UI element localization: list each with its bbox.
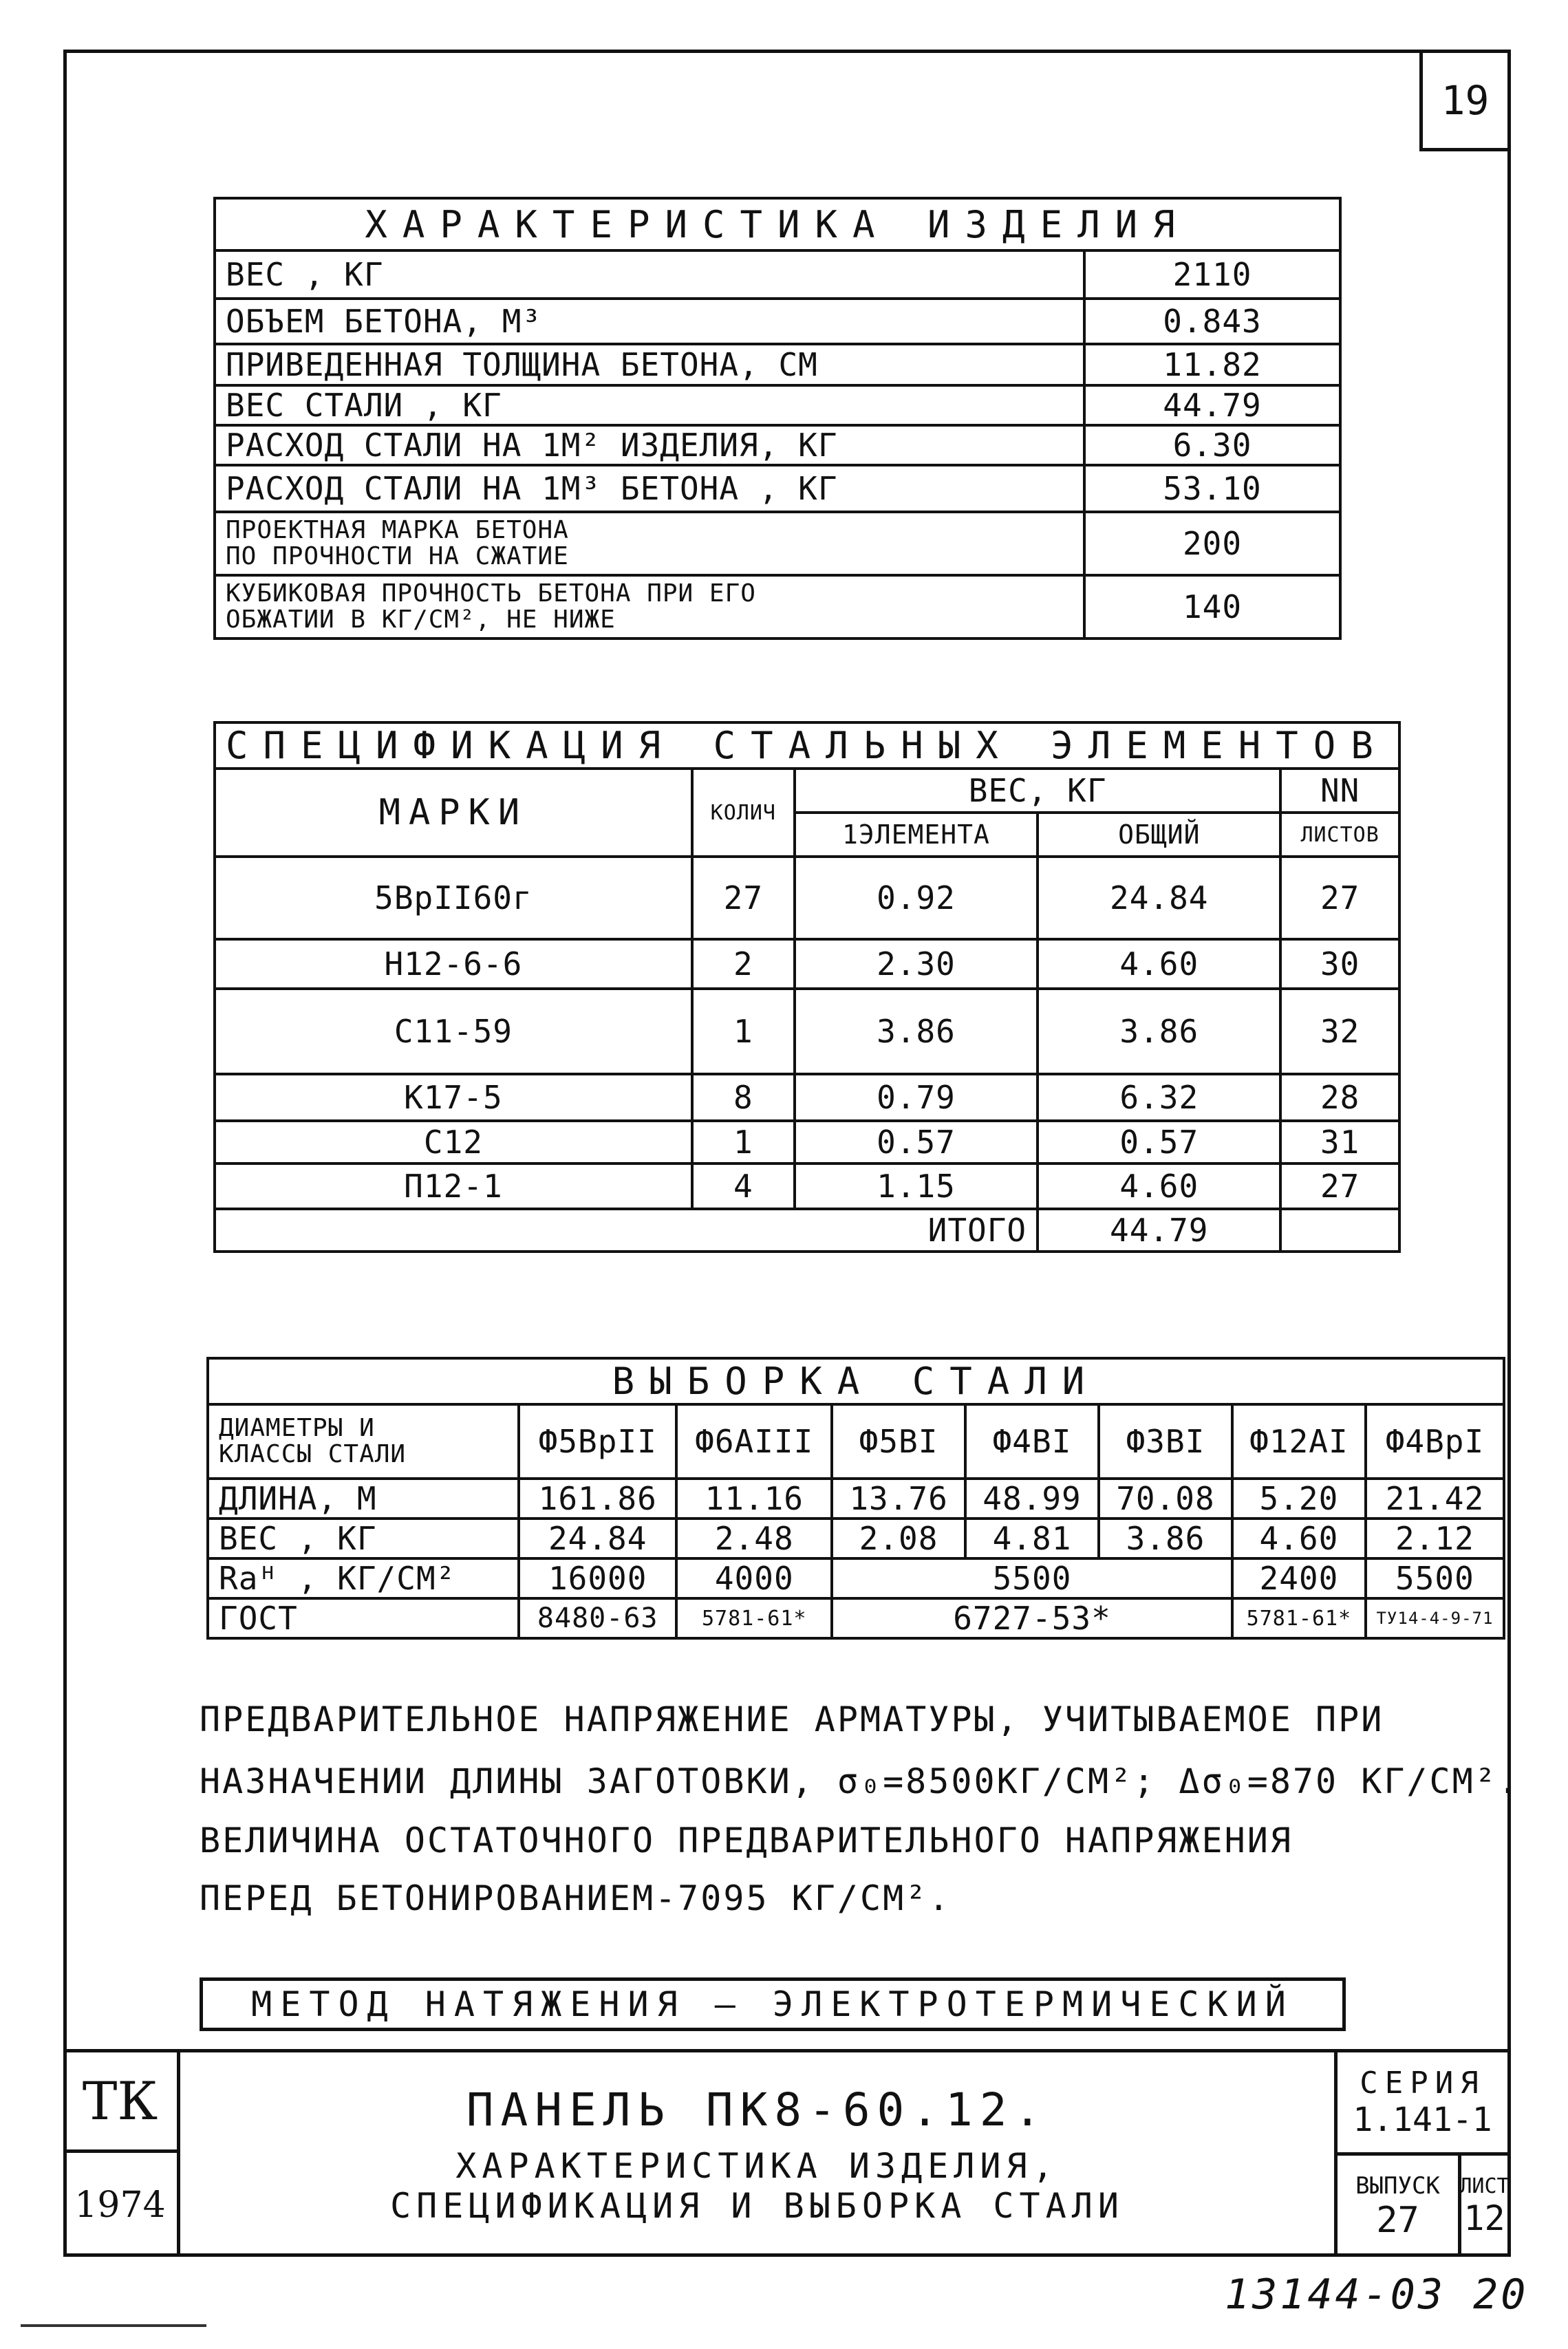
characteristics-table (213, 197, 1342, 640)
spec-col-weight: ВЕС, КГ (795, 769, 1281, 813)
steel-ra: 2400 (1232, 1558, 1366, 1598)
spec-one: 0.57 (795, 1121, 1038, 1163)
char-label: ВЕС СТАЛИ , КГ (215, 385, 1084, 425)
char-value: 200 (1084, 512, 1340, 575)
steel-ra: 5500 (832, 1558, 1232, 1598)
spec-qty: 4 (692, 1163, 795, 1209)
steel-weight: 24.84 (519, 1519, 676, 1558)
title-line-2: ХАРАКТЕРИСТИКА ИЗДЕЛИЯ, (455, 2146, 1059, 2186)
steel-length: 5.20 (1232, 1479, 1366, 1519)
title-block (63, 2049, 1511, 2257)
steel-weight: 2.12 (1366, 1519, 1504, 1558)
steel-title: ВЫБОРКА СТАЛИ (208, 1358, 1504, 1404)
steel-gost: 8480-63 (519, 1598, 676, 1638)
spec-sheet: 32 (1280, 989, 1399, 1074)
spec-one: 2.30 (795, 939, 1038, 989)
spec-sheet: 28 (1280, 1074, 1399, 1121)
issue-cell (1338, 2156, 1461, 2257)
spec-mark: П12-1 (215, 1163, 692, 1209)
spec-qty: 2 (692, 939, 795, 989)
steel-col: Ф5ВрII (519, 1404, 676, 1479)
steel-weight: 2.08 (832, 1519, 965, 1558)
steel-length-label: ДЛИНА, М (208, 1479, 519, 1519)
steel-weight-label: ВЕС , КГ (208, 1519, 519, 1558)
char-value: 0.843 (1084, 299, 1340, 344)
series-label: СЕРИЯ (1360, 2066, 1485, 2101)
steel-col: Ф12АI (1232, 1404, 1366, 1479)
series-value: 1.141-1 (1353, 2101, 1492, 2139)
spec-total: 4.60 (1038, 939, 1280, 989)
steel-col: Ф6АIII (676, 1404, 832, 1479)
page-number: 19 (1419, 50, 1511, 151)
sheet-value: 12 (1463, 2198, 1505, 2238)
spec-qty: 1 (692, 989, 795, 1074)
steel-ra-label: Rаᴴ , КГ/СМ² (208, 1558, 519, 1598)
char-value: 6.30 (1084, 425, 1340, 465)
char-label: ОБЪЕМ БЕТОНА, М³ (215, 299, 1084, 344)
char-label-multiline (215, 512, 1084, 575)
spec-total: 0.57 (1038, 1121, 1280, 1163)
issue-value: 27 (1376, 2199, 1419, 2241)
sheet-label: ЛИСТ (1459, 2174, 1510, 2198)
char-value: 11.82 (1084, 344, 1340, 385)
org-code: ТК (63, 2052, 180, 2153)
spec-one: 0.92 (795, 857, 1038, 939)
spec-mark: С12 (215, 1121, 692, 1163)
char-value: 140 (1084, 575, 1340, 639)
spec-qty: 1 (692, 1121, 795, 1163)
note-line: ПЕРЕД БЕТОНИРОВАНИЕМ-7095 КГ/СМ². (200, 1878, 952, 1918)
spec-total: 4.60 (1038, 1163, 1280, 1209)
steel-header-line: ДИАМЕТРЫ И (219, 1414, 375, 1443)
steel-length: 21.42 (1366, 1479, 1504, 1519)
steel-ra: 4000 (676, 1558, 832, 1598)
char-label-line: ПРОЕКТНАЯ МАРКА БЕТОНА (226, 516, 569, 545)
spec-col-sheets-2: ЛИСТОВ (1280, 813, 1399, 857)
spec-mark: 5ВрII60г (215, 857, 692, 939)
spec-col-marks: МАРКИ (215, 769, 692, 857)
steel-table (206, 1357, 1505, 1640)
steel-col: Ф3ВI (1099, 1404, 1232, 1479)
issue-label: ВЫПУСК (1355, 2171, 1440, 2200)
spec-qty: 8 (692, 1074, 795, 1121)
steel-gost: ТУ14-4-9-71 (1366, 1598, 1504, 1638)
spec-col-qty: КОЛИЧ (692, 769, 795, 857)
spec-qty: 27 (692, 857, 795, 939)
steel-col: Ф4ВI (965, 1404, 1099, 1479)
spec-sheet: 31 (1280, 1121, 1399, 1163)
spec-sheet: 27 (1280, 1163, 1399, 1209)
steel-gost: 6727-53* (832, 1598, 1232, 1638)
char-label-multiline (215, 575, 1084, 639)
char-value: 2110 (1084, 250, 1340, 299)
title-line-3: СПЕЦИФИКАЦИЯ И ВЫБОРКА СТАЛИ (390, 2186, 1124, 2226)
char-label-line: ОБЖАТИИ В КГ/СМ², НЕ НИЖЕ (226, 605, 616, 634)
spec-total-label: ИТОГО (215, 1209, 1038, 1252)
spec-one: 0.79 (795, 1074, 1038, 1121)
archive-stamp: 13144-03 20 (1225, 2271, 1529, 2319)
char-label: РАСХОД СТАЛИ НА 1М² ИЗДЕЛИЯ, КГ (215, 425, 1084, 465)
spec-total: 6.32 (1038, 1074, 1280, 1121)
spec-total-empty (1280, 1209, 1399, 1252)
spec-table (213, 721, 1401, 1253)
steel-length: 161.86 (519, 1479, 676, 1519)
edge-mark (21, 2324, 206, 2327)
series-cell (1338, 2052, 1507, 2156)
steel-gost: 5781-61* (676, 1598, 832, 1638)
spec-title: СПЕЦИФИКАЦИЯ СТАЛЬНЫХ ЭЛЕМЕНТОВ (215, 722, 1399, 769)
tension-method: МЕТОД НАТЯЖЕНИЯ — ЭЛЕКТРОТЕРМИЧЕСКИЙ (200, 1977, 1346, 2031)
year: 1974 (63, 2153, 180, 2257)
spec-sheet: 30 (1280, 939, 1399, 989)
characteristics-title: ХАРАКТЕРИСТИКА ИЗДЕЛИЯ (215, 198, 1340, 250)
steel-weight: 4.81 (965, 1519, 1099, 1558)
spec-sheet: 27 (1280, 857, 1399, 939)
spec-col-total: ОБЩИЙ (1038, 813, 1280, 857)
char-label: ВЕС , КГ (215, 250, 1084, 299)
steel-col: Ф5ВI (832, 1404, 965, 1479)
char-value: 53.10 (1084, 465, 1340, 512)
spec-one: 3.86 (795, 989, 1038, 1074)
steel-weight: 4.60 (1232, 1519, 1366, 1558)
note-line: ВЕЛИЧИНА ОСТАТОЧНОГО ПРЕДВАРИТЕЛЬНОГО НАПРЯЖЕНИЯ (200, 1821, 1293, 1860)
steel-length: 48.99 (965, 1479, 1099, 1519)
steel-header (208, 1404, 519, 1479)
drawing-title (180, 2052, 1338, 2257)
char-label-line: ПО ПРОЧНОСТИ НА СЖАТИЕ (226, 542, 569, 570)
steel-gost-label: ГОСТ (208, 1598, 519, 1638)
note-line: ПРЕДВАРИТЕЛЬНОЕ НАПРЯЖЕНИЕ АРМАТУРЫ, УЧИТЫВАЕМОЕ ПРИ (200, 1699, 1384, 1739)
char-value: 44.79 (1084, 385, 1340, 425)
spec-col-sheets: NN (1280, 769, 1399, 813)
spec-total: 24.84 (1038, 857, 1280, 939)
title-line-1: ПАНЕЛЬ ПК8-60.12. (466, 2083, 1049, 2136)
steel-weight: 3.86 (1099, 1519, 1232, 1558)
char-label-line: КУБИКОВАЯ ПРОЧНОСТЬ БЕТОНА ПРИ ЕГО (226, 579, 756, 608)
steel-weight: 2.48 (676, 1519, 832, 1558)
steel-length: 70.08 (1099, 1479, 1232, 1519)
steel-length: 13.76 (832, 1479, 965, 1519)
steel-length: 11.16 (676, 1479, 832, 1519)
steel-header-line: КЛАССЫ СТАЛИ (219, 1440, 407, 1468)
spec-one: 1.15 (795, 1163, 1038, 1209)
char-label: РАСХОД СТАЛИ НА 1М³ БЕТОНА , КГ (215, 465, 1084, 512)
spec-mark: Н12-6-6 (215, 939, 692, 989)
steel-ra: 5500 (1366, 1558, 1504, 1598)
spec-col-one: 1ЭЛЕМЕНТА (795, 813, 1038, 857)
spec-mark: С11-59 (215, 989, 692, 1074)
steel-ra: 16000 (519, 1558, 676, 1598)
spec-total: 3.86 (1038, 989, 1280, 1074)
note-line: НАЗНАЧЕНИИ ДЛИНЫ ЗАГОТОВКИ, σ₀=8500КГ/СМ²; Δσ₀=870 КГ/СМ². (200, 1761, 1521, 1801)
spec-mark: К17-5 (215, 1074, 692, 1121)
steel-col: Ф4ВрI (1366, 1404, 1504, 1479)
sheet-cell (1459, 2156, 1510, 2257)
steel-gost: 5781-61* (1232, 1598, 1366, 1638)
spec-total-value: 44.79 (1038, 1209, 1280, 1252)
char-label: ПРИВЕДЕННАЯ ТОЛЩИНА БЕТОНА, СМ (215, 344, 1084, 385)
